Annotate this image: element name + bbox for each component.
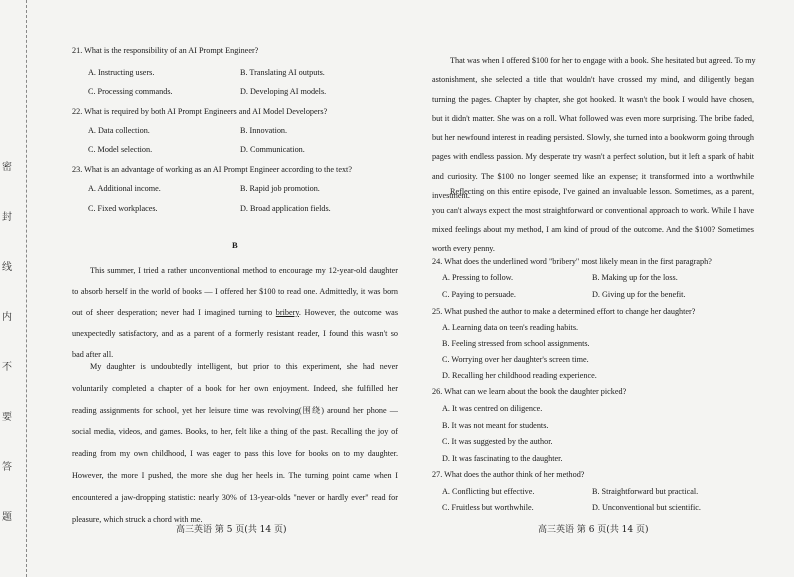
passage-paragraph-4 (432, 182, 754, 258)
passage-paragraph-2 (72, 356, 398, 530)
text-line: voluntarily completed a chapter of a book for her own enjoyment. Indeed, she fulfilled her (72, 383, 398, 393)
binding-margin-text (2, 158, 16, 523)
question-24-option-c: C. Paying to persuade. (442, 290, 516, 299)
text-line: pleasure, which struck a chord with me. (72, 514, 203, 524)
question-22-option-b: B. Innovation. (240, 126, 288, 135)
text-segment: . However, the outcome was (298, 308, 399, 317)
question-26-option-b: B. It was not meant for students. (442, 421, 549, 430)
question-23-option-c: C. Fixed workplaces. (88, 204, 158, 213)
binding-char: 答 (2, 462, 12, 473)
text-line: unexpectedly satisfactory, and as a parent of a formerly resistant reader, I found this wasn't so (72, 329, 398, 338)
question-23-stem: 23. What is an advantage of working as an AI Prompt Engineer according to the text? (72, 165, 352, 174)
text-line: but her newfound interest in reading persisted. Slowly, she turned into a bookworm going through (432, 133, 754, 143)
binding-char: 要 (2, 412, 12, 423)
binding-char: 线 (2, 262, 12, 273)
text-line: reading from my own childhood, I was eager to pass this love for books on to my daughter. (72, 449, 398, 459)
binding-char: 内 (2, 312, 12, 323)
question-24-option-b: B. Making up for the loss. (592, 273, 678, 282)
binding-char: 不 (2, 362, 12, 373)
text-line: investment. (432, 191, 470, 201)
text-line (72, 302, 398, 323)
question-21-stem: 21. What is the responsibility of an AI Prompt Engineer? (72, 46, 259, 55)
question-21-option-d: D. Developing AI models. (240, 87, 327, 96)
question-21-option-a: A. Instructing users. (88, 68, 155, 77)
question-26-stem: 26. What can we learn about the book the daughter picked? (432, 387, 627, 396)
question-27-option-d: D. Unconventional but scientific. (592, 503, 701, 512)
question-23-option-d: D. Broad application fields. (240, 204, 331, 213)
question-25-stem: 25. What pushed the author to make a determined effort to change her daughter? (432, 307, 696, 316)
question-22-stem: 22. What is required by both AI Prompt Engineers and AI Model Developers? (72, 107, 328, 116)
question-22-option-c: C. Model selection. (88, 145, 153, 154)
section-b-title: B (232, 240, 238, 250)
text-line: to absorb herself in the world of books — I offered her $100 to read one. Admittedly, it was born (72, 287, 398, 296)
question-23-option-a: A. Additional income. (88, 184, 161, 193)
binding-char: 封 (2, 212, 12, 223)
text-line: bad after all. (72, 350, 114, 359)
text-line: social media, videos, and games. Books, to her, felt like a thing of the past. Recalling the joy of (72, 427, 398, 437)
underlined-word-bribery: bribery (275, 308, 299, 317)
question-27-option-c: C. Fruitless but worthwhile. (442, 503, 534, 512)
question-26-option-c: C. It was suggested by the author. (442, 437, 553, 446)
binding-char: 题 (2, 512, 12, 523)
question-24-option-a: A. Pressing to follow. (442, 273, 514, 282)
text-line: pages with endless passion. My desperate try wasn't a perfect solution, but it left a spark of habit (432, 152, 754, 162)
text-line: reading assignments for school, yet her leisure time was revolving(围绕) around her phone — (72, 405, 398, 415)
text-line: This summer, I tried a rather unconventional method to encourage my 12-year-old daughter (90, 266, 398, 275)
text-line: That was when I offered $100 for her to engage with a book. She hesitated but agreed. To my (450, 56, 756, 65)
question-27-option-a: A. Conflicting but effective. (442, 487, 535, 496)
question-24-stem: 24. What does the underlined word "bribery" most likely mean in the first paragraph? (432, 257, 712, 266)
page-footer-5: 高三英语 第 5 页(共 14 页) (176, 525, 287, 535)
question-21-option-b: B. Translating AI outputs. (240, 68, 325, 77)
text-line: encountered a jaw-dropping statistic: nearly 30% of 13-year-olds "never or hardly ever" read for (72, 492, 398, 502)
binding-dashed-line (26, 0, 27, 577)
question-26-option-d: D. It was fascinating to the daughter. (442, 454, 563, 463)
binding-char: 密 (2, 162, 12, 173)
question-21-option-c: C. Processing commands. (88, 87, 173, 96)
text-line: mixed feelings about my method, I am kind of proud of the outcome. And the $100? Sometimes (432, 225, 754, 234)
question-25-option-b: B. Feeling stressed from school assignments. (442, 339, 590, 348)
question-25-option-a: A. Learning data on teen's reading habits. (442, 323, 579, 332)
text-line: you can't always expect the most straightforward or conventional approach to work. While I have (432, 206, 754, 215)
question-23-option-b: B. Rapid job promotion. (240, 184, 320, 193)
text-line: but it didn't matter. She was on a roll. What followed was even more surprising. The bribe faded, (432, 113, 754, 123)
question-27-stem: 27. What does the author think of her method? (432, 470, 585, 479)
question-22-option-a: A. Data collection. (88, 126, 150, 135)
text-line: and curiosity. The $100 no longer seemed like an expense; it transformed into a worthwhile (432, 171, 754, 181)
text-segment: out of sheer desperation; never had I imagined turning to (72, 308, 273, 317)
question-22-option-d: D. Communication. (240, 145, 305, 154)
text-line: worth every penny. (432, 244, 495, 253)
text-line: astonishment, she selected a title that wouldn't have crossed my mind, and diligently began (432, 75, 754, 85)
question-25-option-d: D. Recalling her childhood reading experience. (442, 371, 597, 380)
question-27-option-b: B. Straightforward but practical. (592, 487, 699, 496)
page-footer-6: 高三英语 第 6 页(共 14 页) (538, 525, 649, 535)
text-line: However, the more I pushed, the more she dug her heels in. The turning point came when I (72, 470, 398, 480)
question-25-option-c: C. Worrying over her daughter's screen time. (442, 355, 589, 364)
passage-paragraph-1 (72, 260, 398, 365)
question-24-option-d: D. Giving up for the benefit. (592, 290, 686, 299)
question-26-option-a: A. It was centred on diligence. (442, 404, 543, 413)
text-line: turning the pages. Chapter by chapter, she got hooked. It wasn't the book I would have chosen, (432, 94, 754, 104)
text-line: Reflecting on this entire episode, I've gained an invaluable lesson. Sometimes, as a parent, (450, 187, 754, 196)
text-line: My daughter is undoubtedly intelligent, but prior to this experiment, she had never (90, 362, 398, 371)
